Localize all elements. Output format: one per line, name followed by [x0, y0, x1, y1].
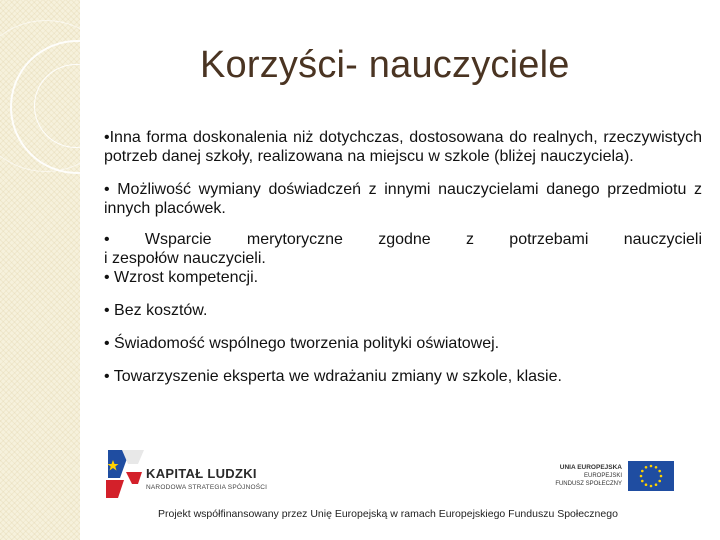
eu-flag-icon: [628, 461, 674, 491]
bullet-substantive-support-cont: i zespołów nauczycieli.: [104, 250, 266, 267]
bullet-competence-growth: • Wzrost kompetencji.: [104, 269, 259, 286]
kapital-ludzki-title: KAPITAŁ LUDZKI: [146, 466, 257, 481]
bullet-no-costs: • Bez kosztów.: [104, 302, 208, 319]
eu-line-1: UNIA EUROPEJSKA: [559, 464, 622, 471]
kapital-ludzki-subtitle: NARODOWA STRATEGIA SPÓJNOŚCI: [146, 484, 268, 491]
cofinancing-note: Projekt współfinansowany przez Unię Europejską w ramach Europejskiego Funduszu Społecznego: [158, 508, 618, 520]
eu-line-3: FUNDUSZ SPOŁECZNY: [555, 481, 622, 487]
slide-title: Korzyści- nauczyciele: [200, 44, 570, 86]
bullet-expert-support: • Towarzyszenie eksperta we wdrażaniu zmiany w szkole, klasie.: [104, 368, 562, 385]
eu-line-2: EUROPEJSKI: [583, 473, 622, 479]
eu-label: [540, 464, 622, 488]
bullet-policy-awareness: • Świadomość wspólnego tworzenia polityki oświatowej.: [104, 335, 500, 352]
bullet-different-training: •Inna forma doskonalenia niż dotychczas, dostosowana do realnych, rzeczywistych potrzeb danej szkoły, realizowana na miejscu w szkole (bliżej nauczyciela).: [104, 129, 702, 165]
bullet-substantive-support: • Wsparcie merytoryczne zgodne z potrzebami nauczycieli: [104, 231, 702, 248]
bullet-experience-exchange: • Możliwość wymiany doświadczeń z innymi nauczycielami danego przedmiotu z innych placówek.: [104, 181, 702, 217]
slide-body: [104, 128, 702, 386]
